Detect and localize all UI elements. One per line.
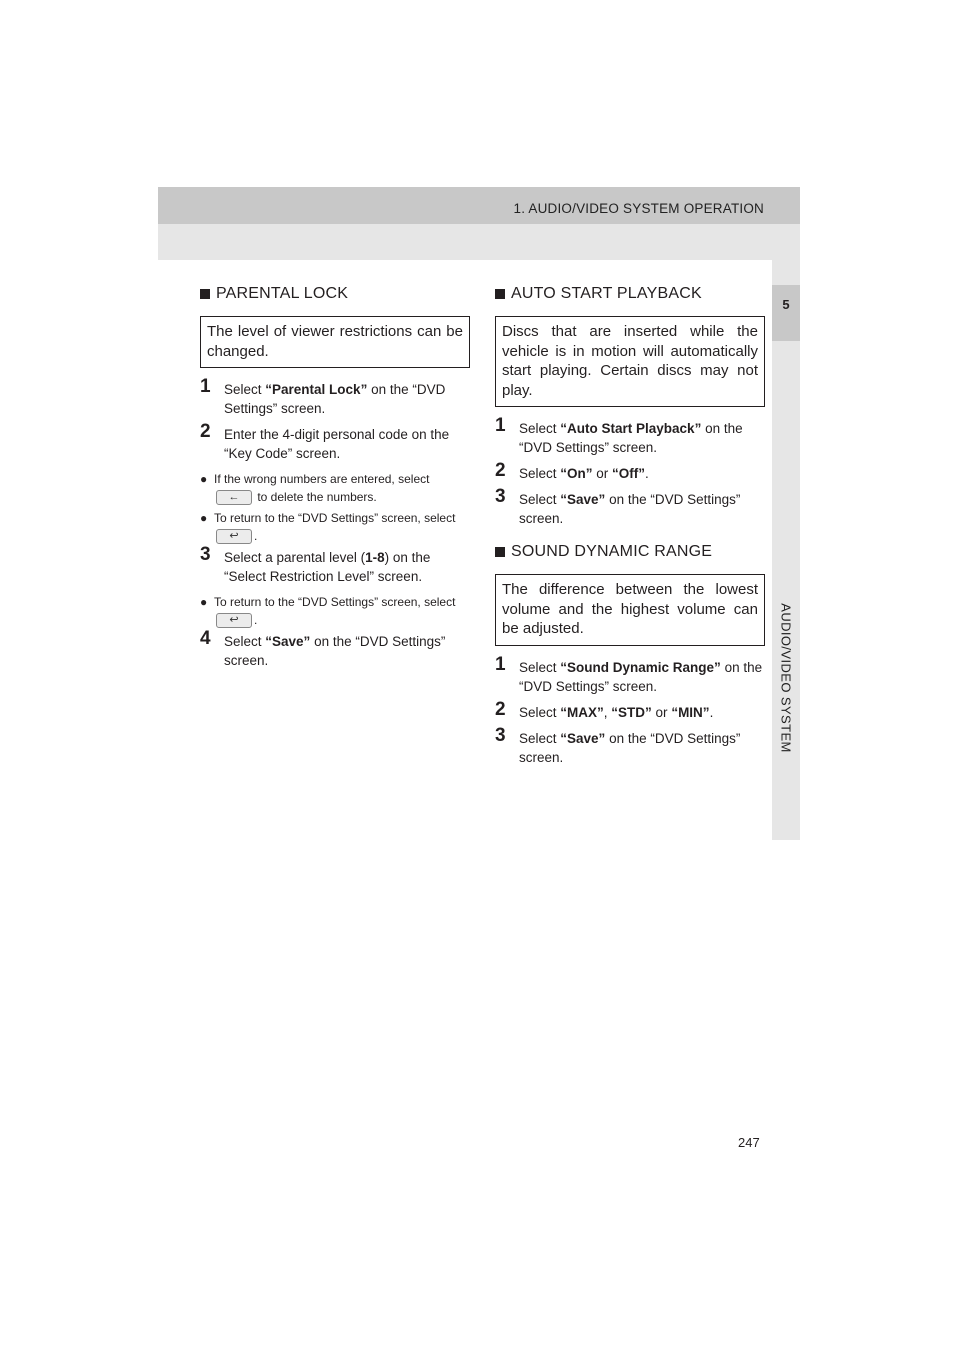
- chapter-number: 5: [772, 285, 800, 341]
- square-bullet-icon: [495, 547, 505, 557]
- auto-step-2: 2 Select “On” or “Off”.: [495, 460, 649, 481]
- right-column: [495, 284, 765, 774]
- header-bar: [158, 187, 800, 224]
- note-return-2: ● To return to the “DVD Settings” screen, select ↩ .: [200, 595, 456, 627]
- chapter-label: AUDIO/VIDEO SYSTEM: [778, 603, 794, 753]
- sound-dynamic-info: The difference between the lowest volume and the highest volume can be adjusted.: [495, 574, 765, 646]
- auto-step-3: 3 Select “Save” on the “DVD Settings” screen.: [495, 486, 741, 526]
- sdr-step-2: 2 Select “MAX”, “STD” or “MIN”.: [495, 698, 714, 720]
- page-number: 247: [738, 1135, 760, 1150]
- step-1: 1 Select “Parental Lock” on the “DVD Settings” screen.: [200, 376, 446, 416]
- sound-dynamic-heading: SOUND DYNAMIC RANGE: [495, 542, 765, 562]
- left-column: [200, 284, 470, 677]
- section-title: 1. AUDIO/VIDEO SYSTEM OPERATION: [513, 201, 764, 216]
- auto-start-heading: AUTO START PLAYBACK: [495, 284, 765, 304]
- square-bullet-icon: [200, 289, 210, 299]
- return-icon: ↩: [216, 529, 252, 544]
- sdr-step-1: 1 Select “Sound Dynamic Range” on the “DVD Settings” screen.: [495, 653, 763, 694]
- side-tab: [772, 260, 800, 840]
- step-2: 2 Enter the 4-digit personal code on the “Key Code” screen.: [200, 421, 450, 461]
- step-4: 4 Select “Save” on the “DVD Settings” screen.: [200, 628, 446, 668]
- parental-lock-heading: PARENTAL LOCK: [200, 284, 470, 304]
- square-bullet-icon: [495, 289, 505, 299]
- header-band: [158, 187, 800, 260]
- step-3: 3 Select a parental level (1-8) on the “Select Restriction Level” screen.: [200, 544, 431, 584]
- auto-start-info: Discs that are inserted while the vehicle is in motion will automatically start playing. Certain discs may not play.: [495, 316, 765, 407]
- parental-lock-info: The level of viewer restrictions can be changed.: [200, 316, 470, 368]
- note-return: ● To return to the “DVD Settings” screen, select ↩ .: [200, 511, 456, 543]
- note-delete: ● If the wrong numbers are entered, select ← to delete the numbers.: [200, 472, 430, 504]
- sdr-step-3: 3 Select “Save” on the “DVD Settings” screen.: [495, 724, 741, 765]
- return-icon: ↩: [216, 613, 252, 628]
- back-arrow-icon: ←: [216, 490, 252, 505]
- auto-step-1: 1 Select “Auto Start Playback” on the “DVD Settings” screen.: [495, 415, 743, 455]
